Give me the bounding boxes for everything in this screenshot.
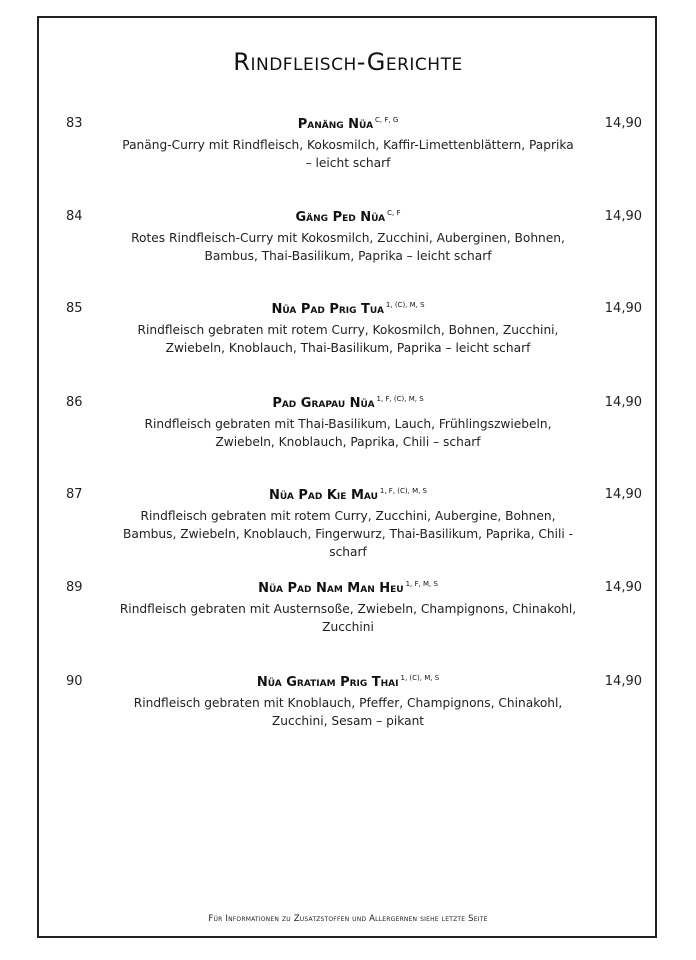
dish-price: 14,90	[604, 116, 642, 131]
dish-description: Rindfleisch gebraten mit Austernsoße, Zwiebeln, Champignons, Chinakohl, Zucchini	[119, 602, 577, 634]
dish-price: 14,90	[604, 209, 642, 224]
dish-description: Rindfleisch gebraten mit Knoblauch, Pfeffer, Champignons, Chinakohl, Zucchini, Sesam – pikant	[133, 696, 563, 728]
dish-description: Rindfleisch gebraten mit Thai-Basilikum, Lauch, Frühlingszwiebeln, Zwiebeln, Knoblauch, Paprika, Chili – scharf	[144, 417, 552, 449]
dish-name: Pad Grapau Nüa $^{1, F, (C), M, S}$	[272, 395, 424, 411]
dish-description: Panäng-Curry mit Rindfleisch, Kokosmilch, Kaffir-Limettenblättern, Paprika – leicht scharf	[122, 138, 574, 170]
dish-price: 14,90	[604, 674, 642, 689]
dish-number: 85	[66, 301, 83, 316]
allergen-codes: 1, (C), M, S	[385, 301, 425, 309]
dish-number: 86	[66, 395, 83, 410]
dish-price: 14,90	[604, 395, 642, 410]
dish-name: Nüa Pad Prig Tua $^{1, (C), M, S}$	[271, 301, 425, 317]
allergen-codes: 1, F, M, S	[405, 580, 438, 588]
dish-name: Nüa Pad Nam Man Heu $^{1, F, M, S}$	[258, 580, 438, 596]
allergen-codes: 1, F, (C), M, S	[376, 395, 424, 403]
allergen-codes: C, F	[387, 209, 401, 217]
dish-price: 14,90	[604, 580, 642, 595]
dish-name: Nüa Pad Kie Mau $^{1, F, (C), M, S}$	[268, 487, 428, 503]
dish-number: 89	[66, 580, 83, 595]
allergen-codes: C, F, G	[375, 116, 399, 124]
dish-number: 84	[66, 209, 83, 224]
dish-number: 90	[66, 674, 83, 689]
allergen-codes: 1, (C), M, S	[400, 674, 440, 682]
dish-name: Nüa Gratiam Prig Thai $^{1, (C), M, S}$	[256, 674, 440, 690]
dish-name: Gäng Ped Nüa $^{C, F}$	[295, 209, 401, 225]
allergen-codes: 1, F, (C), M, S	[379, 487, 428, 495]
dish-price: 14,90	[604, 487, 642, 502]
allergen-footnote: Für Informationen zu Zusatzstoffen und Allergernen siehe letzte Seite	[208, 914, 488, 924]
dish-number: 87	[66, 487, 83, 502]
dish-description: Rotes Rindfleisch-Curry mit Kokosmilch, Zucchini, Auberginen, Bohnen, Bambus, Thai-Basilikum, Paprika – leicht scharf	[131, 231, 565, 263]
dish-number: 83	[66, 116, 83, 131]
dish-price: 14,90	[604, 301, 642, 316]
dish-name: Panäng Nüa $^{C, F, G}$	[297, 116, 399, 132]
dish-description: Rindfleisch gebraten mit rotem Curry, Kokosmilch, Bohnen, Zucchini, Zwiebeln, Knoblauch, Thai-Basilikum, Paprika – leicht scharf	[137, 323, 559, 355]
page-title: Rindfleisch-Gerichte	[233, 48, 463, 76]
dish-description: Rindfleisch gebraten mit rotem Curry, Zucchini, Aubergine, Bohnen, Bambus, Zwiebeln, Knoblauch, Fingerwurz, Thai-Basilikum, Paprika, Chili - scharf	[122, 509, 574, 559]
